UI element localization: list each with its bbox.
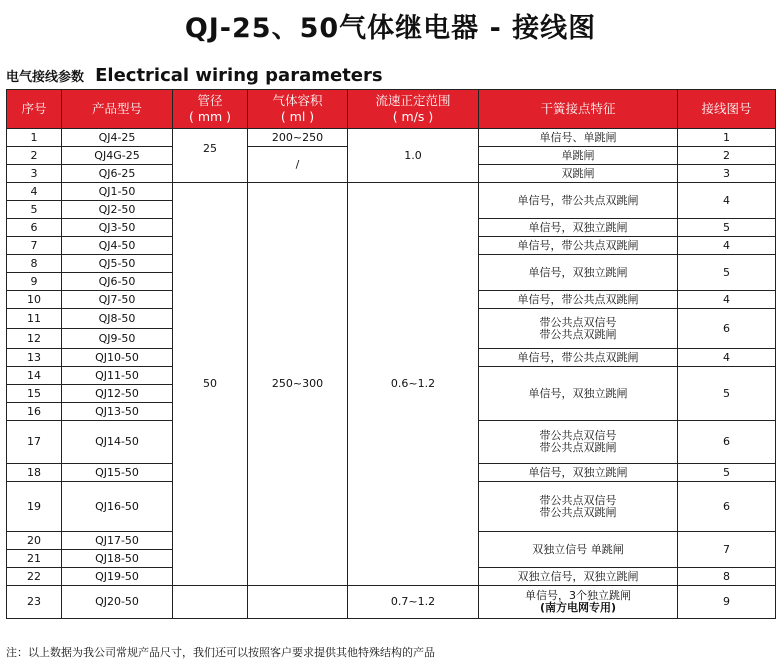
contact-cell: 单信号，带公共点双跳闸 — [479, 349, 678, 367]
model-cell: QJ4G-25 — [62, 147, 173, 165]
seq-cell: 15 — [7, 385, 62, 403]
header-contact: 干簧接点特征 — [479, 90, 678, 129]
header-volume: 气体容积 ( ml ) — [248, 90, 348, 129]
seq-cell: 20 — [7, 532, 62, 550]
model-cell: QJ17-50 — [62, 532, 173, 550]
contact-cell: 双独立信号，双独立跳闸 — [479, 568, 678, 586]
contact-cell: 单信号，双独立跳闸 — [479, 367, 678, 421]
diagram-cell: 3 — [678, 165, 776, 183]
seq-cell: 7 — [7, 237, 62, 255]
header-model: 产品型号 — [62, 90, 173, 129]
seq-cell: 1 — [7, 129, 62, 147]
diagram-cell: 1 — [678, 129, 776, 147]
page-title: QJ-25、50气体继电器 - 接线图 — [184, 13, 597, 44]
contact-cell: 单信号，带公共点双跳闸 — [479, 183, 678, 219]
model-cell: QJ15-50 — [62, 464, 173, 482]
seq-cell: 6 — [7, 219, 62, 237]
volume-cell: 200~250 — [248, 129, 348, 147]
flow-cell: 0.6~1.2 — [348, 183, 479, 586]
seq-cell: 12 — [7, 329, 62, 349]
header-pipe: 管径 ( mm ) — [173, 90, 248, 129]
contact-cell: 单信号，双独立跳闸 — [479, 219, 678, 237]
diagram-cell: 7 — [678, 532, 776, 568]
model-cell: QJ5-50 — [62, 255, 173, 273]
diagram-cell: 8 — [678, 568, 776, 586]
model-cell: QJ13-50 — [62, 403, 173, 421]
diagram-cell: 6 — [678, 482, 776, 532]
contact-cell: 带公共点双信号 带公共点双跳闸 — [479, 309, 678, 349]
seq-cell: 17 — [7, 421, 62, 464]
model-cell: QJ4-50 — [62, 237, 173, 255]
volume-cell — [248, 586, 348, 619]
model-cell: QJ20-50 — [62, 586, 173, 619]
header-seq: 序号 — [7, 90, 62, 129]
diagram-cell: 5 — [678, 255, 776, 291]
pipe-cell: 50 — [173, 183, 248, 586]
seq-cell: 9 — [7, 273, 62, 291]
seq-cell: 13 — [7, 349, 62, 367]
diagram-cell: 9 — [678, 586, 776, 619]
contact-cell: 单信号，带公共点双跳闸 — [479, 237, 678, 255]
table-row — [7, 129, 776, 147]
model-cell: QJ3-50 — [62, 219, 173, 237]
seq-cell: 5 — [7, 201, 62, 219]
seq-cell: 10 — [7, 291, 62, 309]
seq-cell: 4 — [7, 183, 62, 201]
seq-cell: 3 — [7, 165, 62, 183]
table-row — [7, 183, 776, 201]
seq-cell: 2 — [7, 147, 62, 165]
volume-cell: / — [248, 147, 348, 183]
seq-cell: 11 — [7, 309, 62, 329]
diagram-cell: 4 — [678, 349, 776, 367]
seq-cell: 23 — [7, 586, 62, 619]
diagram-cell: 5 — [678, 219, 776, 237]
model-cell: QJ7-50 — [62, 291, 173, 309]
header-flow: 流速正定范围 ( m/s ) — [348, 90, 479, 129]
model-cell: QJ6-25 — [62, 165, 173, 183]
contact-cell: 单跳闸 — [479, 147, 678, 165]
model-cell: QJ6-50 — [62, 273, 173, 291]
contact-cell: 单信号，双独立跳闸 — [479, 464, 678, 482]
contact-cell: 单信号，双独立跳闸 — [479, 255, 678, 291]
diagram-cell: 4 — [678, 291, 776, 309]
section-subtitle — [6, 65, 383, 86]
wiring-table — [6, 89, 776, 619]
subtitle-zh: 电气接线参数 — [6, 70, 85, 85]
model-cell: QJ4-25 — [62, 129, 173, 147]
contact-cell: 单信号，带公共点双跳闸 — [479, 291, 678, 309]
subtitle-en: Electrical wiring parameters — [95, 65, 383, 86]
seq-cell: 14 — [7, 367, 62, 385]
contact-cell: 单信号、单跳闸 — [479, 129, 678, 147]
model-cell: QJ1-50 — [62, 183, 173, 201]
model-cell: QJ8-50 — [62, 309, 173, 329]
contact-cell: 双独立信号 单跳闸 — [479, 532, 678, 568]
seq-cell: 19 — [7, 482, 62, 532]
contact-cell: 双跳闸 — [479, 165, 678, 183]
seq-cell: 18 — [7, 464, 62, 482]
table-header-row — [7, 90, 776, 129]
model-cell: QJ10-50 — [62, 349, 173, 367]
diagram-cell: 6 — [678, 309, 776, 349]
model-cell: QJ9-50 — [62, 329, 173, 349]
model-cell: QJ14-50 — [62, 421, 173, 464]
contact-cell: 带公共点双信号 带公共点双跳闸 — [479, 482, 678, 532]
table-row — [7, 586, 776, 619]
model-cell: QJ18-50 — [62, 550, 173, 568]
diagram-cell: 5 — [678, 367, 776, 421]
seq-cell: 21 — [7, 550, 62, 568]
model-cell: QJ19-50 — [62, 568, 173, 586]
flow-cell: 1.0 — [348, 129, 479, 183]
diagram-cell: 2 — [678, 147, 776, 165]
volume-cell: 250~300 — [248, 183, 348, 586]
contact-cell: 带公共点双信号 带公共点双跳闸 — [479, 421, 678, 464]
model-cell: QJ2-50 — [62, 201, 173, 219]
contact-cell: 单信号，3个独立跳闸 (南方电网专用) — [479, 586, 678, 619]
footnote: 注：以上数据为我公司常规产品尺寸，我们还可以按照客户要求提供其他特殊结构的产品 — [6, 646, 435, 659]
model-cell: QJ12-50 — [62, 385, 173, 403]
diagram-cell: 4 — [678, 237, 776, 255]
flow-cell: 0.7~1.2 — [348, 586, 479, 619]
model-cell: QJ11-50 — [62, 367, 173, 385]
seq-cell: 8 — [7, 255, 62, 273]
pipe-cell: 25 — [173, 129, 248, 183]
pipe-cell — [173, 586, 248, 619]
seq-cell: 22 — [7, 568, 62, 586]
model-cell: QJ16-50 — [62, 482, 173, 532]
diagram-cell: 5 — [678, 464, 776, 482]
seq-cell: 16 — [7, 403, 62, 421]
header-diagram: 接线图号 — [678, 90, 776, 129]
diagram-cell: 4 — [678, 183, 776, 219]
diagram-cell: 6 — [678, 421, 776, 464]
